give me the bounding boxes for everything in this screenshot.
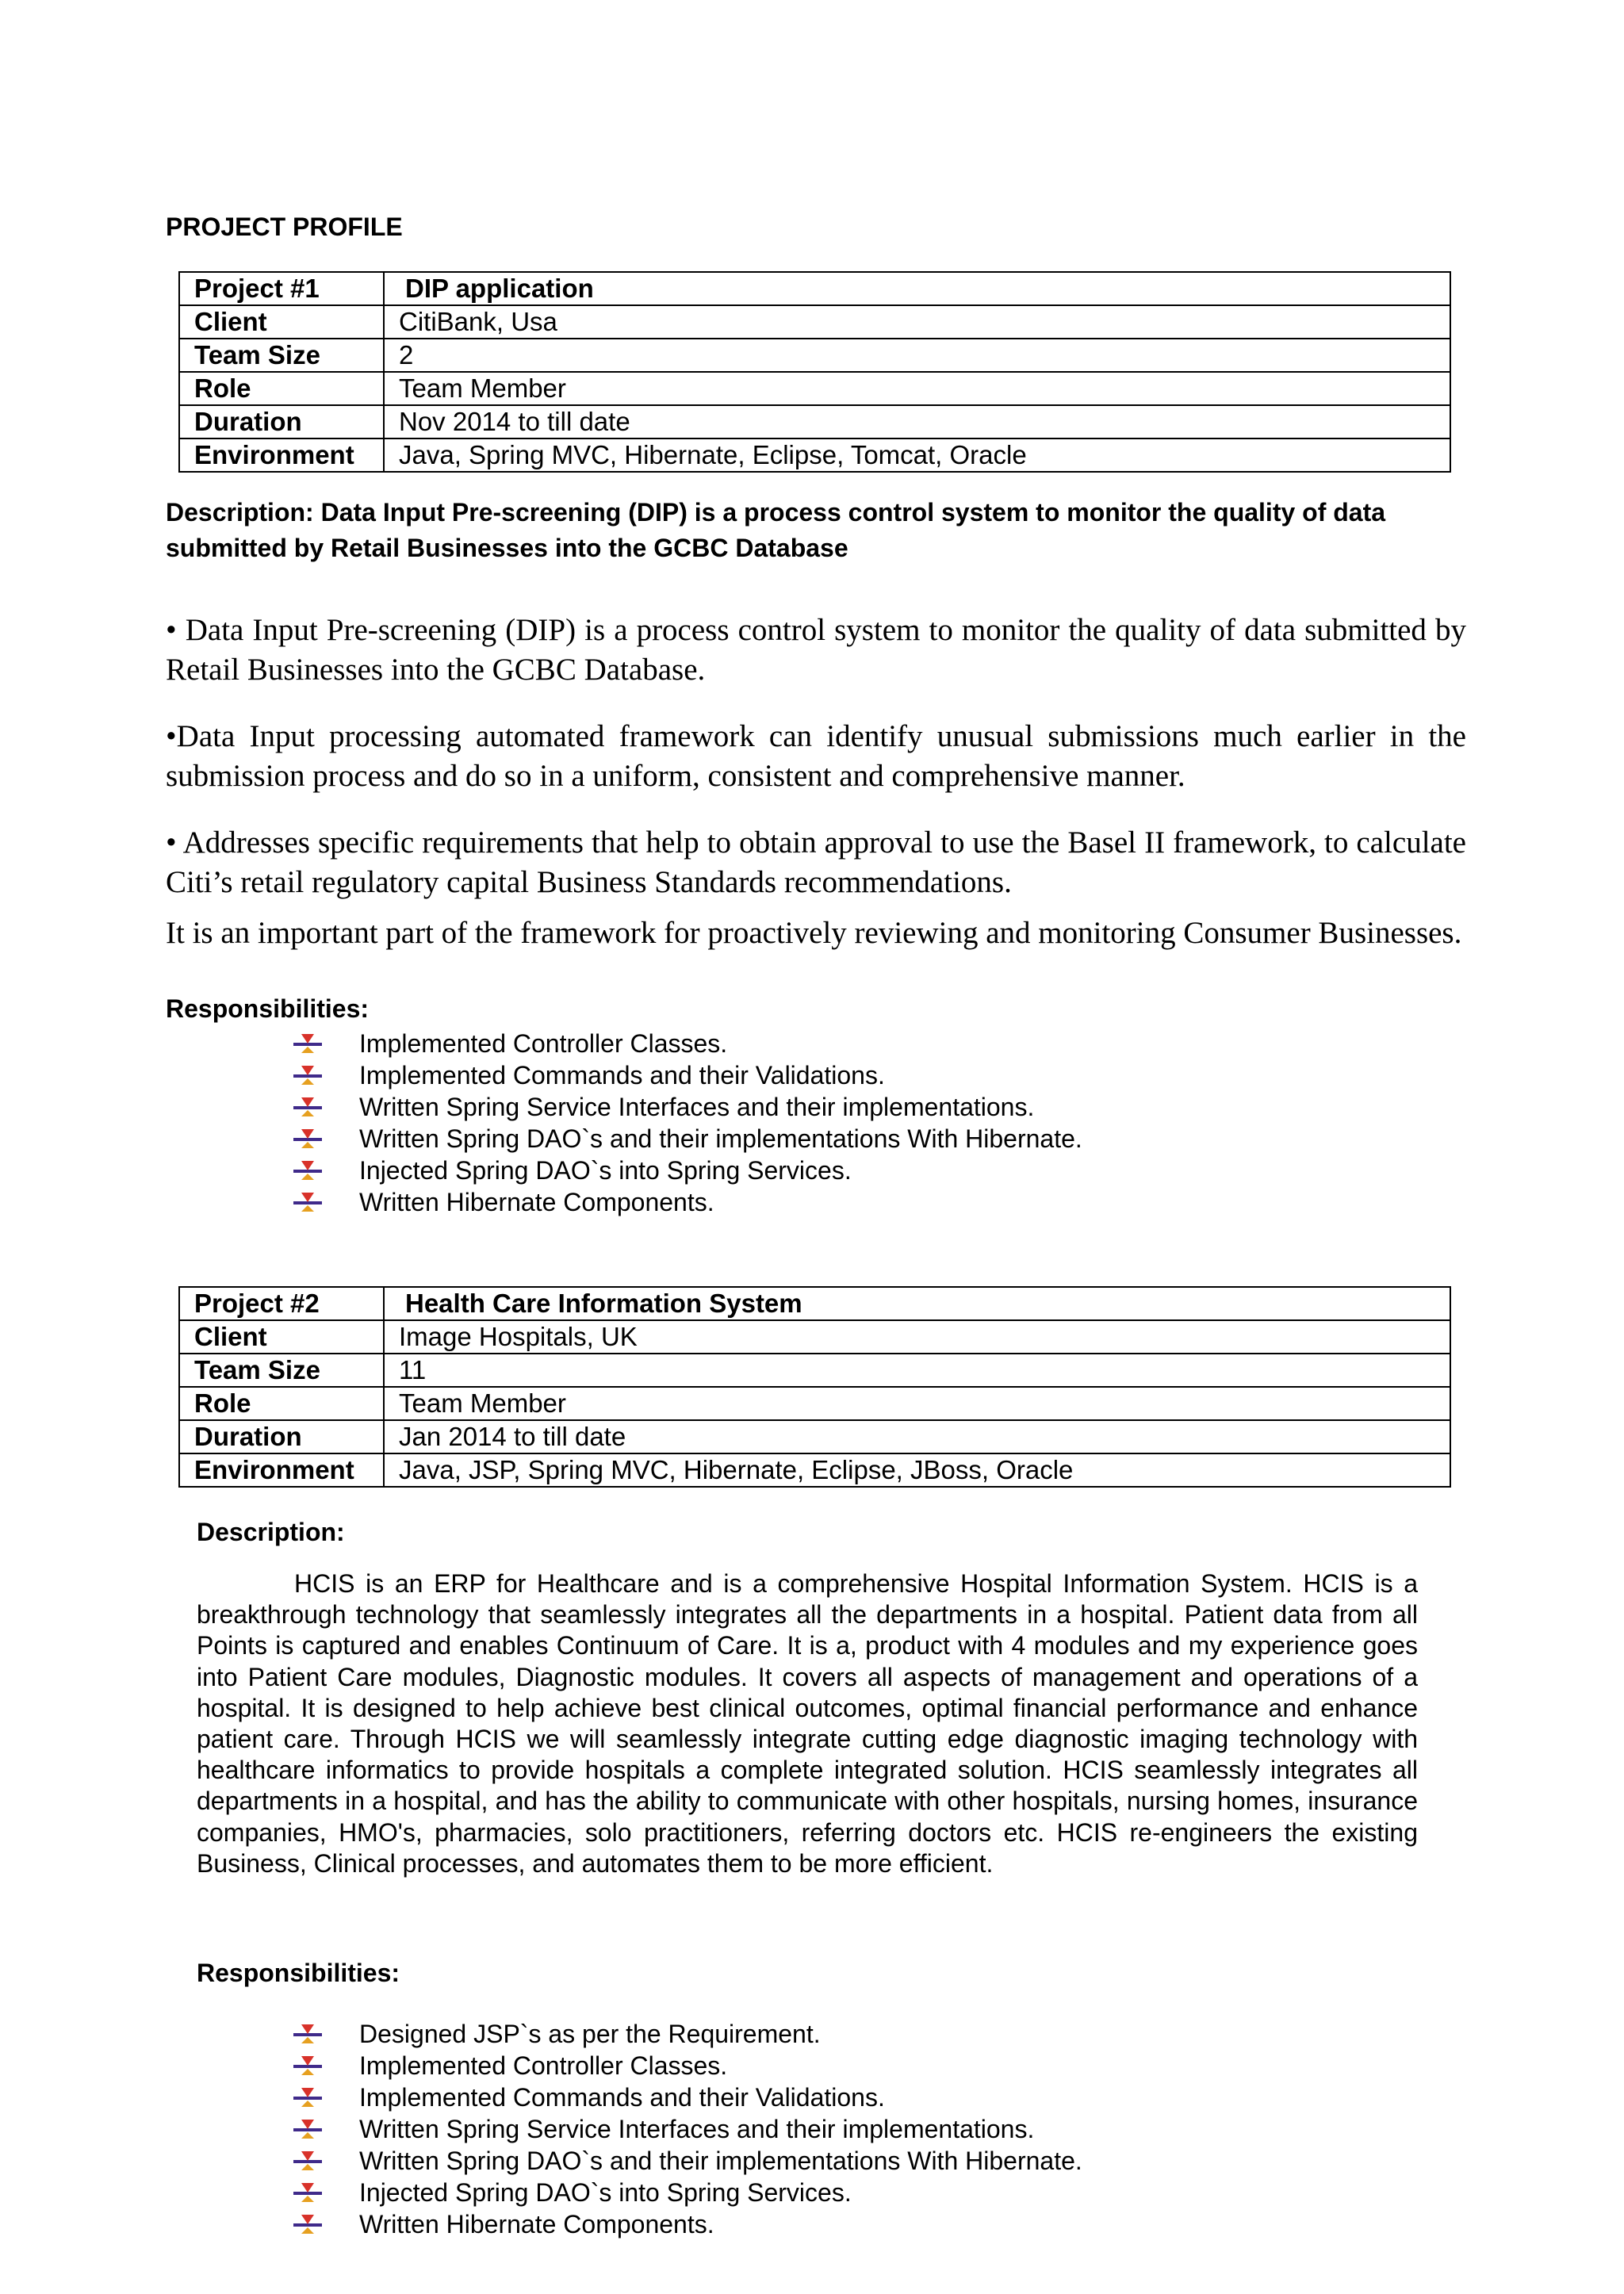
table-row: [179, 372, 1450, 405]
row-key: Team Size: [179, 339, 384, 372]
arrow-bullet-icon: [293, 2055, 322, 2077]
arrow-bullet-icon: [293, 2181, 322, 2204]
row-key: Environment: [179, 1453, 384, 1487]
row-key: Duration: [179, 405, 384, 439]
row-value: Image Hospitals, UK: [384, 1320, 1450, 1354]
project-1-description: Description: Data Input Pre-screening (DIP) is a process control system to monitor the quality of data submitted by Retail Businesses into the GCBC Database: [166, 498, 1386, 562]
list-item: Implemented Commands and their Validations.: [293, 1059, 1082, 1091]
responsibilities-heading: Responsibilities:: [197, 1959, 400, 1987]
list-item: Implemented Controller Classes.: [293, 1028, 1082, 1059]
table-row: [179, 1420, 1450, 1453]
arrow-bullet-icon: [293, 1032, 322, 1055]
list-item: Written Spring Service Interfaces and their implementations.: [293, 1091, 1082, 1123]
table-row: [179, 305, 1450, 339]
project-1-responsibilities: [293, 1028, 1082, 1218]
arrow-bullet-icon: [293, 2213, 322, 2235]
list-item: Written Hibernate Components.: [293, 1186, 1082, 1218]
list-item: Written Spring Service Interfaces and their implementations.: [293, 2113, 1082, 2145]
closing-paragraph: It is an important part of the framework for proactively reviewing and monitoring Consumer Businesses.: [166, 916, 1462, 950]
row-key: Duration: [179, 1420, 384, 1453]
page-title: PROJECT PROFILE: [166, 213, 403, 241]
row-value: 11: [384, 1354, 1450, 1387]
arrow-bullet-icon: [293, 1064, 322, 1086]
row-key: Client: [179, 305, 384, 339]
table-row: [179, 1354, 1450, 1387]
row-key: Client: [179, 1320, 384, 1354]
row-value: Nov 2014 to till date: [384, 405, 1450, 439]
list-item: Written Spring DAO`s and their implementations With Hibernate.: [293, 2145, 1082, 2177]
table-row: [179, 439, 1450, 472]
responsibilities-heading: Responsibilities:: [166, 994, 370, 1023]
row-value: DIP application: [384, 272, 1450, 305]
table-row: [179, 1320, 1450, 1354]
arrow-bullet-icon: [293, 2086, 322, 2108]
project-1-table: [178, 271, 1451, 473]
bullet-paragraph: • Addresses specific requirements that help to obtain approval to use the Basel II framework, to calculate Citi’s retail regulatory capital Business Standards recommendations.: [166, 825, 1466, 899]
table-row: [179, 339, 1450, 372]
list-item: Designed JSP`s as per the Requirement.: [293, 2018, 1082, 2050]
project-2-description-heading: Description:: [197, 1518, 345, 1546]
bullet-paragraph: • Data Input Pre-screening (DIP) is a process control system to monitor the quality of data submitted by Retail Businesses into the GCBC Database.: [166, 613, 1466, 687]
row-key: Project #1: [179, 272, 384, 305]
arrow-bullet-icon: [293, 1096, 322, 1118]
row-value: CitiBank, Usa: [384, 305, 1450, 339]
table-row: [179, 405, 1450, 439]
table-row: [179, 272, 1450, 305]
project-2-responsibilities: [293, 2018, 1082, 2240]
arrow-bullet-icon: [293, 1159, 322, 1181]
bullet-paragraph: •Data Input processing automated framework can identify unusual submissions much earlier in the submission process and do so in a uniform, consistent and comprehensive manner.: [166, 719, 1466, 793]
row-key: Project #2: [179, 1287, 384, 1320]
list-item: Written Hibernate Components.: [293, 2208, 1082, 2240]
row-value: 2: [384, 339, 1450, 372]
list-item: Injected Spring DAO`s into Spring Services.: [293, 1155, 1082, 1186]
row-key: Role: [179, 1387, 384, 1420]
list-item: Implemented Controller Classes.: [293, 2050, 1082, 2081]
arrow-bullet-icon: [293, 1128, 322, 1150]
bullet-dot-icon: •: [166, 613, 186, 647]
list-item: Written Spring DAO`s and their implementations With Hibernate.: [293, 1123, 1082, 1155]
row-value: Java, JSP, Spring MVC, Hibernate, Eclipse, JBoss, Oracle: [384, 1453, 1450, 1487]
arrow-bullet-icon: [293, 2150, 322, 2172]
row-key: Environment: [179, 439, 384, 472]
arrow-bullet-icon: [293, 2118, 322, 2140]
table-row: [179, 1387, 1450, 1420]
project-2-description: HCIS is an ERP for Healthcare and is a comprehensive Hospital Information System. HCIS is a breakthrough technology that seamlessly integrates all the departments in a hospital. Patient data from all Points is captured and enables Continuum of Care. It is a, product with 4 modules and my experience goes into Patient Care modules, Diagnostic modules. It covers all aspects of management and operations of a hospital. It is designed to help achieve best clinical outcomes, optimal financial performance and enhance patient care. Through HCIS we will seamlessly integrate cutting edge diagnostic imaging technology with healthcare informatics to provide hospitals a complete integrated solution. HCIS seamlessly integrates all departments in a hospital, and has the ability to communicate with other hospitals, nursing homes, insurance companies, HMO's, pharmacies, solo practitioners, referring doctors etc. HCIS re-engineers the existing Business, Clinical processes, and automates them to be more efficient.: [197, 1569, 1418, 1878]
bullet-dot-icon: •: [166, 719, 177, 753]
list-item: Implemented Commands and their Validations.: [293, 2081, 1082, 2113]
table-row: [179, 1453, 1450, 1487]
row-value: Java, Spring MVC, Hibernate, Eclipse, Tomcat, Oracle: [384, 439, 1450, 472]
arrow-bullet-icon: [293, 1191, 322, 1213]
project-2-table: [178, 1286, 1451, 1488]
list-item: Injected Spring DAO`s into Spring Services.: [293, 2177, 1082, 2208]
bullet-dot-icon: •: [166, 825, 183, 860]
table-row: [179, 1287, 1450, 1320]
row-value: Team Member: [384, 372, 1450, 405]
row-key: Team Size: [179, 1354, 384, 1387]
arrow-bullet-icon: [293, 2023, 322, 2045]
row-key: Role: [179, 372, 384, 405]
row-value: Team Member: [384, 1387, 1450, 1420]
row-value: Jan 2014 to till date: [384, 1420, 1450, 1453]
row-value: Health Care Information System: [384, 1287, 1450, 1320]
